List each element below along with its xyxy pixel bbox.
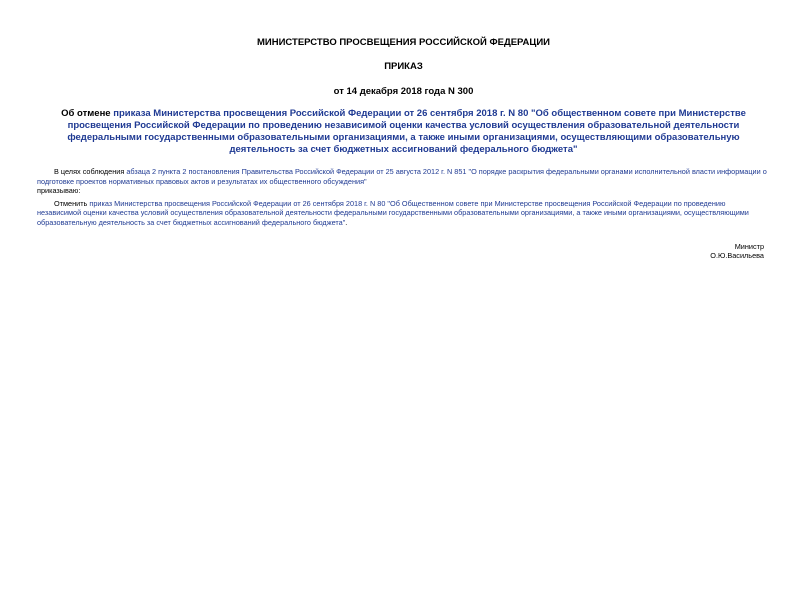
preamble-link-resolution-851[interactable]: постановления Правительства Российской Федерации от 25 августа 2012 г. N 851 "О порядке раскрытия федеральными органами исполнительной власти информации о подготовке проектов нормативных правовых актов и результатах их общественного обсуждения" [37,167,767,186]
title-prefix: Об отмене [61,108,114,119]
signature-position: Министр [734,241,764,251]
body-text-2: . [345,217,348,227]
signature-name: О.Ю.Васильева [710,251,764,261]
order-date: от 14 декабря 2018 года N 300 [333,86,474,97]
preamble-link-clause[interactable]: абзаца 2 пункта 2 [126,167,187,176]
document-title [37,108,770,156]
title-link-order-80[interactable]: приказа Министерства просвещения Российской Федерации от 26 сентября 2018 г. N 80 "Об общественном совете при Министерстве просвещения Российской Федерации по проведению независимой оценки качества условий осуществления образовательной деятельности федеральными государственными образовательными организациями, а также иными организациями, осуществляющими образовательную деятельность за счет бюджетных ассигнований федерального бюджета" [67,108,746,155]
preamble-text-1: В целях соблюдения [54,167,127,176]
body-text-1: Отменить [54,198,90,208]
body-link-order-80[interactable]: приказ Министерства просвещения Российской Федерации от 26 сентября 2018 г. N 80 "Об Общественном совете при Министерстве просвещения Российской Федерации по проведению независимой оценки качества условий осуществления образовательной деятельности федеральными государственными образовательными организациями, а также иными организациями, осуществляющими образовательную деятельность за счет бюджетных ассигнований федерального бюджета" [37,198,749,227]
order-type-heading: ПРИКАЗ [384,61,423,72]
operative-paragraph [37,199,770,228]
ministry-heading: МИНИСТЕРСТВО ПРОСВЕЩЕНИЯ РОССИЙСКОЙ ФЕДЕРАЦИИ [256,37,551,48]
signature-block [37,242,770,261]
preamble-paragraph [37,167,770,186]
decree-word: приказываю: [37,186,81,196]
document-page [0,37,807,608]
